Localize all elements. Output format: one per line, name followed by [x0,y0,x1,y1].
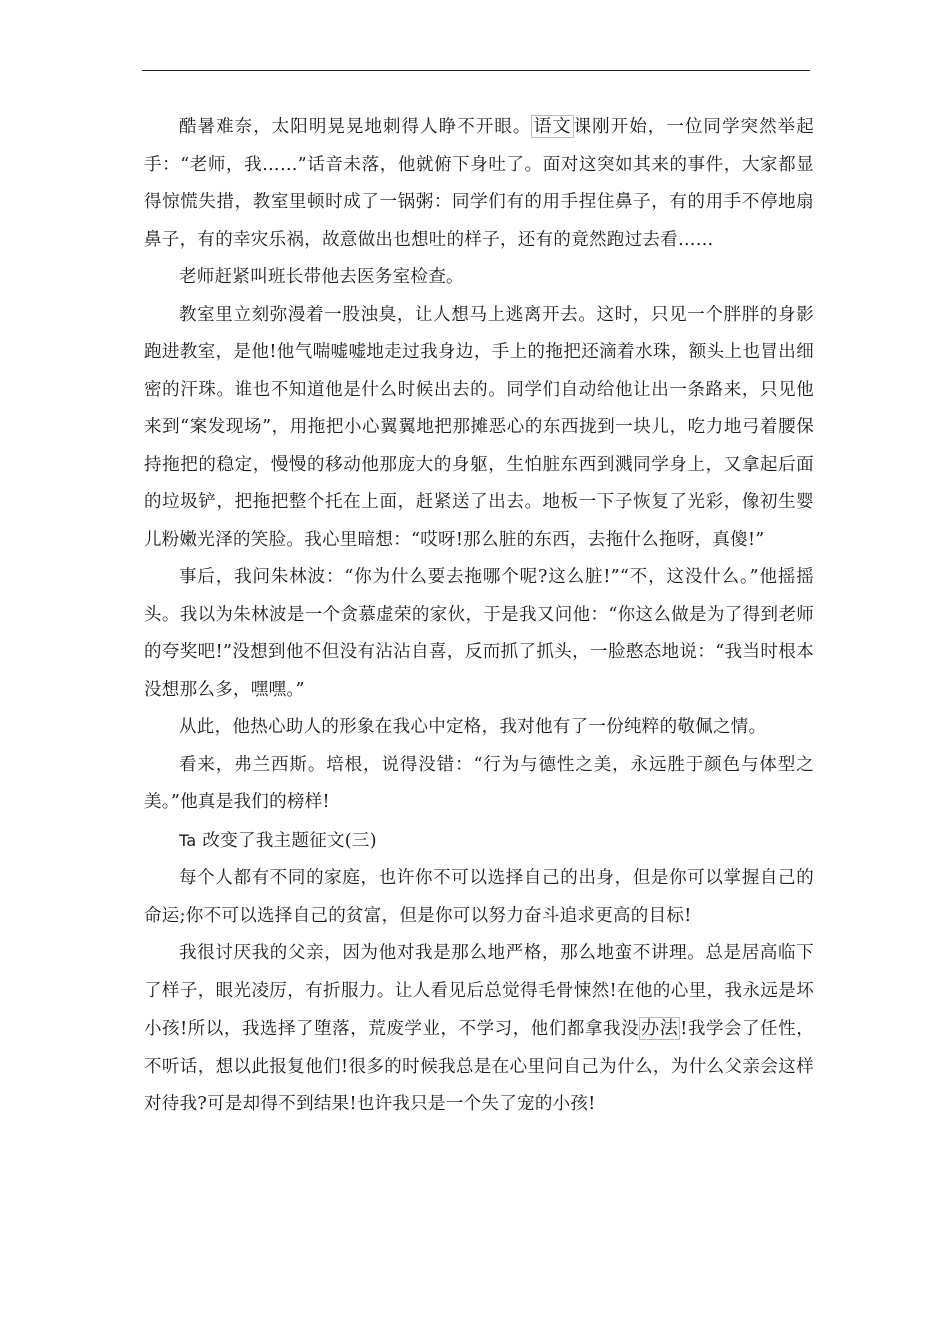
paragraph-9-text-end: !我学会了任性，不听话，想以此报复他们!很多的时候我总是在心里问自己为什么，为什么父亲会这样对待我?可是却得不到结果!也许我只是一个失了宠的小孩! [144,1019,814,1114]
keyword-link-banfa[interactable]: 办法 [641,1018,679,1039]
paragraph-9 [144,935,814,1124]
paragraph-4: 事后，我问朱林波：“你为什么要去拖哪个呢?这么脏!”“不，这没什么。”他摇摇头。我以为朱林波是一个贪慕虚荣的家伙，于是我又问他：“你这么做是为了得到老师的夸奖吧!”没想到他不但没有沾沾自喜，反而抓了抓头，一脸憨态地说：“我当时根本没想那么多，嘿嘿。” [144,567,814,700]
section-heading-text: 改变了我主题征文(三) [196,830,377,851]
document-body [144,108,814,1124]
section-heading [144,822,814,861]
paragraph-9-text-start: 我很讨厌我的父亲，因为他对我是那么地严格，那么地蛮不讲理。总是居高临下了样子，眼光凌厉，有折服力。让人看见后总觉得毛骨悚然!在他的心里，我永远是坏小孩!所以，我选择了堕落，荒废学业，不学习，他们都拿我没 [144,943,814,1039]
paragraph-6: 看来，弗兰西斯。培根，说得没错：“行为与德性之美，永远胜于颜色与体型之美。”他真是我们的榜样! [144,754,814,812]
paragraph-1-text-start: 酷暑难奈，太阳明晃晃地刺得人睁不开眼。 [179,117,532,137]
paragraph-3: 教室里立刻弥漫着一股浊臭，让人想马上逃离开去。这时，只见一个胖胖的身影跑进教室，是他!他气喘嘘嘘地走过我身边，手上的拖把还滴着水珠，额头上也冒出细密的汗珠。谁也不知道他是什么时候出去的。同学们自动给他让出一条路来，只见他来到“案发现场”，用拖把小心翼翼地把那摊恶心的东西拢到一块儿，吃力地弓着腰保持拖把的稳定，慢慢的移动他那庞大的身躯，生怕脏东西到溅同学身上，又拿起后面的垃圾铲，把拖把整个托在上面，赶紧送了出去。地板一下子恢复了光彩，像初生婴儿粉嫩光泽的笑脸。我心里暗想：“哎呀!那么脏的东西，去拖什么拖呀，真傻!” [144,304,814,550]
paragraph-1 [144,108,814,259]
keyword-link-yuwen[interactable]: 语文 [533,116,572,137]
paragraph-5: 从此，他热心助人的形象在我心中定格，我对他有了一份纯粹的敬佩之情。 [179,717,767,737]
paragraph-2: 老师赶紧叫班长带他去医务室检查。 [179,267,464,287]
paragraph-1-text-end: 课刚开始，一位同学突然举起手：“老师，我……”话音未落，他就俯下身吐了。面对这突如其来的事件，大家都显得惊慌失措，教室里顿时成了一锅粥：同学们有的用手捏住鼻子，有的用手不停地扇鼻子，有的幸灾乐祸，故意做出也想吐的样子，还有的竟然跑过去看…… [144,117,814,250]
header-rule [142,70,810,71]
section-heading-latin: Ta [179,830,197,850]
paragraph-8: 每个人都有不同的家庭，也许你不可以选择自己的出身，但是你可以掌握自己的命运;你不可以选择自己的贫富，但是你可以努力奋斗追求更高的目标! [144,868,814,926]
